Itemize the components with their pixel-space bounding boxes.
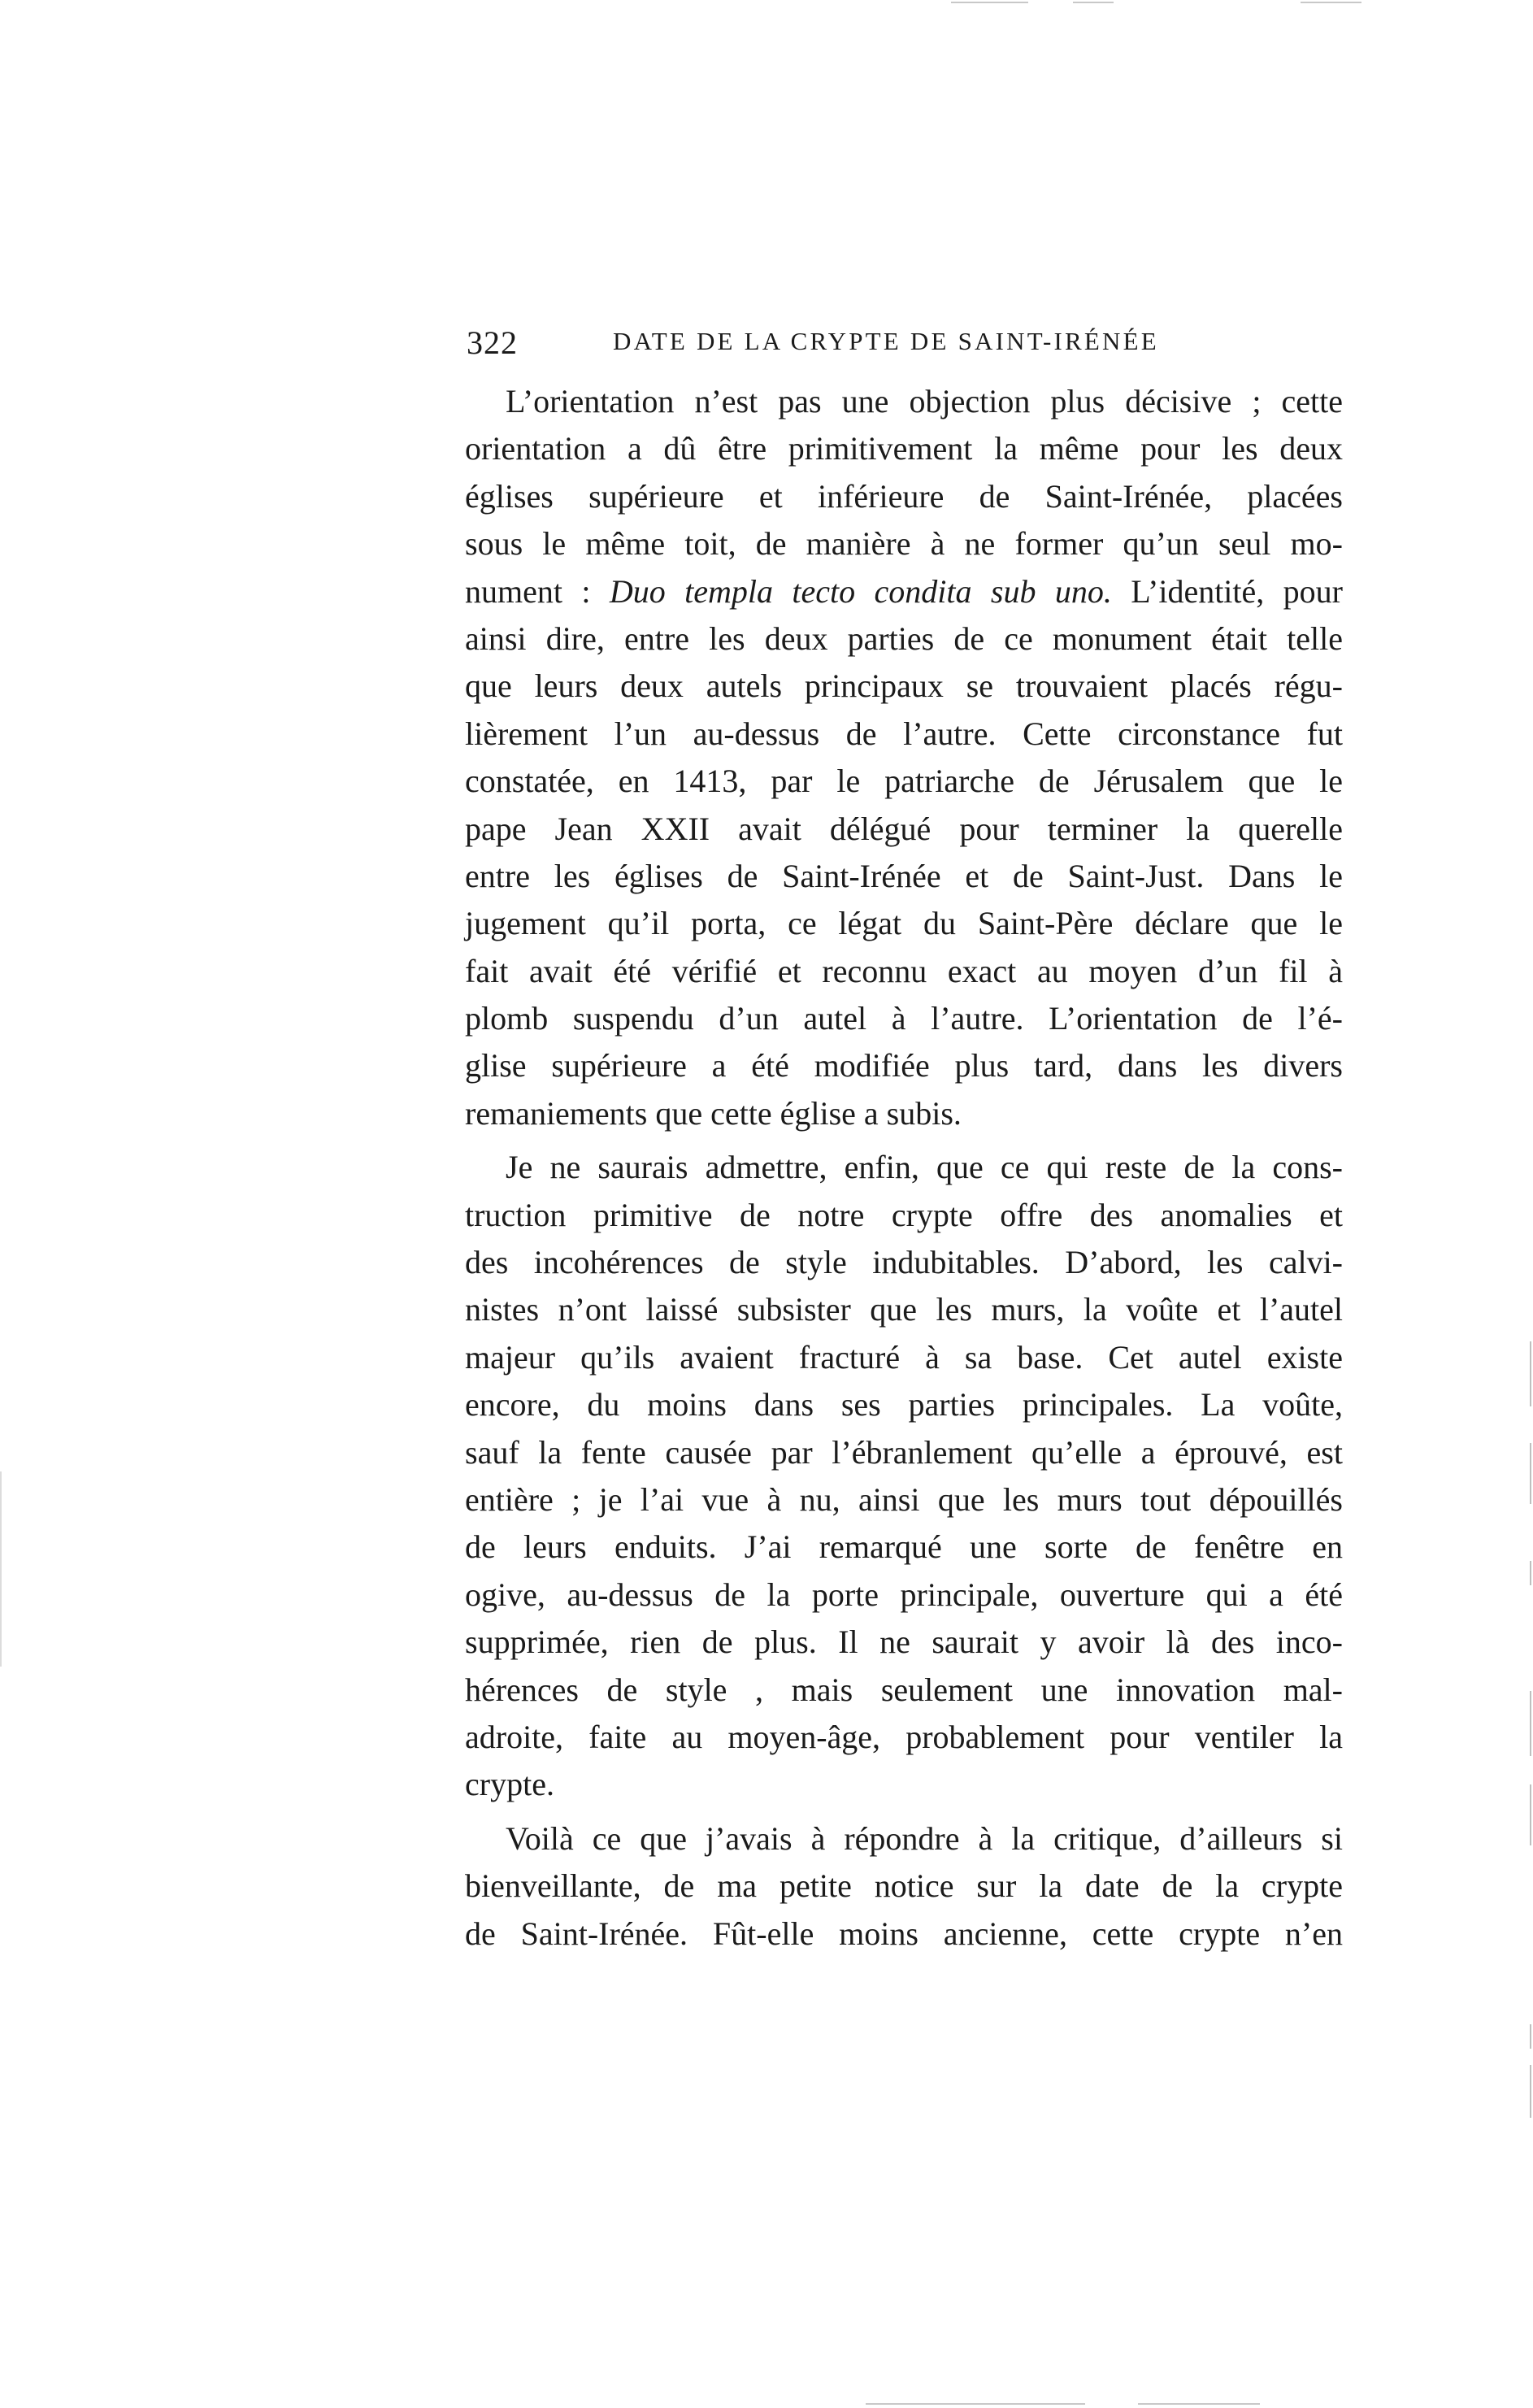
scan-artifact <box>1530 1784 1531 1845</box>
scan-artifact <box>1301 2 1361 3</box>
scan-artifact <box>1073 2 1114 3</box>
text-line: L’orientation n’est pas une objection plus décisive ; cette <box>506 383 1343 419</box>
text-line: entre les églises de Saint-Irénée et de Saint-Just. Dans le <box>465 857 1343 894</box>
text-line: sauf la fente causée par l’ébranlement qu’elle a éprouvé, est <box>465 1433 1343 1471</box>
text-line: ainsi dire, entre les deux parties de ce monument était telle <box>465 619 1343 657</box>
text-line: de Saint-Irénée. Fût-elle moins ancienne, cette crypte n’en <box>465 1915 1343 1952</box>
paragraph <box>465 1815 1343 1958</box>
scan-artifact <box>951 2 1028 3</box>
text-line: fait avait été vérifié et reconnu exact au moyen d’un fil à <box>465 952 1343 989</box>
body-text <box>465 378 1343 1958</box>
page-number: 322 <box>467 324 518 361</box>
scan-artifact <box>1530 1341 1531 1406</box>
scan-artifact <box>0 1471 2 1667</box>
text-line: lièrement l’un au-dessus de l’autre. Cette circonstance fut <box>465 715 1343 752</box>
scan-artifact <box>1530 2024 1531 2049</box>
text-line: des incohérences de style indubitables. D’abord, les calvi- <box>465 1244 1343 1281</box>
text-line: truction primitive de notre crypte offre des anomalies et <box>465 1196 1343 1233</box>
text-line: bienveillante, de ma petite notice sur la date de la crypte <box>465 1867 1343 1905</box>
text-line: encore, du moins dans ses parties principales. La voûte, <box>465 1386 1343 1424</box>
text-line: supprimée, rien de plus. Il ne saurait y avoir là des inco- <box>465 1623 1343 1661</box>
scan-artifact <box>1530 2065 1531 2118</box>
text-line: orientation a dû être primitivement la même pour les deux <box>465 430 1343 467</box>
text-line: sous le même toit, de manière à ne former qu’un seul mo- <box>465 525 1343 563</box>
scan-artifact <box>1530 1691 1531 1756</box>
text-line: adroite, faite au moyen-âge, probablement pour ventiler la <box>465 1718 1343 1755</box>
text-segment: L’identité, pour <box>1111 572 1343 610</box>
text-line: de leurs enduits. J’ai remarqué une sorte de fenêtre en <box>465 1528 1343 1566</box>
paragraph <box>465 378 1343 1137</box>
scan-artifact <box>866 2403 1085 2405</box>
text-line: constatée, en 1413, par le patriarche de Jérusalem que le <box>465 763 1343 800</box>
text-line: nistes n’ont laissé subsister que les murs, la voûte et l’autel <box>465 1291 1343 1328</box>
text-segment: nument : <box>465 572 591 610</box>
text-line: jugement qu’il porta, ce légat du Saint-Père déclare que le <box>465 905 1343 942</box>
running-head <box>467 324 1344 372</box>
text-line: pape Jean XXII avait délégué pour terminer la querelle <box>465 810 1343 847</box>
paragraph-gap <box>465 1137 1343 1144</box>
scan-artifact <box>1530 1561 1531 1585</box>
scan-artifact <box>1530 1443 1531 1504</box>
text-line: Voilà ce que j’avais à répondre à la critique, d’ailleurs si <box>506 1819 1343 1857</box>
text-line: Je ne saurais admettre, enfin, que ce qui reste de la cons- <box>506 1149 1343 1186</box>
latin-quote: Duo templa tecto condita sub uno. <box>609 572 1112 610</box>
text-line: hérences de style , mais seulement une innovation mal- <box>465 1671 1343 1708</box>
text-line: entière ; je l’ai vue à nu, ainsi que les murs tout dépouillés <box>465 1480 1343 1518</box>
text-line: glise supérieure a été modifiée plus tard, dans les divers <box>465 1047 1343 1084</box>
text-line: majeur qu’ils avaient fracturé à sa base. Cet autel existe <box>465 1338 1343 1376</box>
paragraph <box>465 1144 1343 1808</box>
paragraph-gap <box>465 1809 1343 1815</box>
text-line: crypte. <box>465 1766 554 1803</box>
text-line: ogive, au-dessus de la porte principale, ouverture qui a été <box>465 1576 1343 1613</box>
text-line: que leurs deux autels principaux se trouvaient placés régu- <box>465 667 1343 705</box>
text-line: églises supérieure et inférieure de Saint-Irénée, placées <box>465 477 1343 515</box>
scan-artifact <box>1138 2403 1260 2405</box>
text-line: remaniements que cette église a subis. <box>465 1094 962 1132</box>
text-line: plomb suspendu d’un autel à l’autre. L’orientation de l’é- <box>465 1000 1343 1037</box>
running-head-title: DATE DE LA CRYPTE DE SAINT-IRÉNÉE <box>613 327 1159 355</box>
text-line <box>465 568 1343 615</box>
